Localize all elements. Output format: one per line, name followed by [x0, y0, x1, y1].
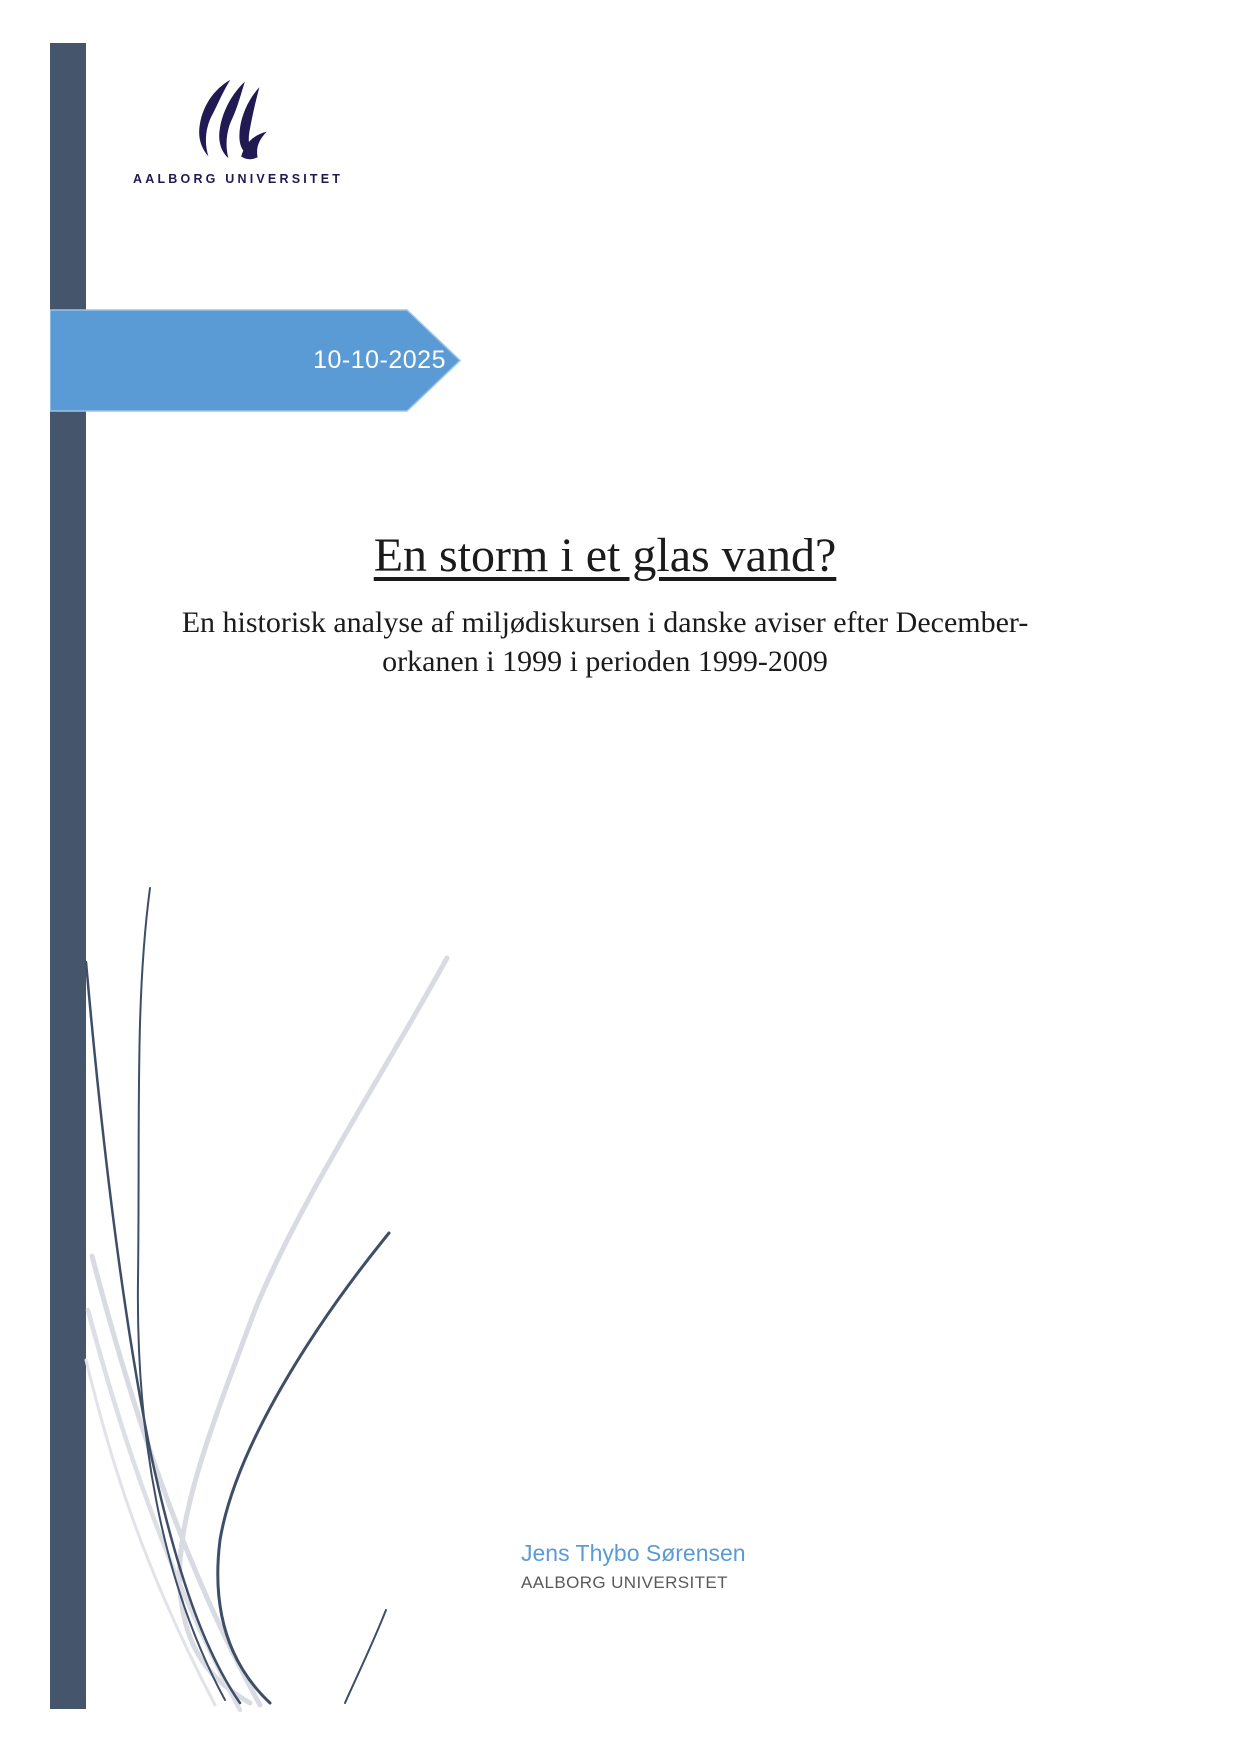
subtitle-line-1: En historisk analyse af miljødiskursen i danske aviser efter December- — [181, 605, 1029, 639]
aau-wordmark: AALBORG UNIVERSITET — [133, 172, 344, 186]
title-block — [50, 527, 1160, 682]
author-block — [521, 1540, 746, 1593]
author-affiliation: AALBORG UNIVERSITET — [521, 1573, 728, 1592]
subtitle-line-2: orkanen i 1999 i perioden 1999-2009 — [382, 645, 828, 679]
aau-logo — [133, 76, 344, 186]
author-name: Jens Thybo Sørensen — [521, 1540, 746, 1566]
aau-swirl-icon — [192, 76, 274, 162]
left-accent-band — [50, 43, 86, 1709]
document-subtitle — [50, 603, 1160, 683]
document-title: En storm i et glas vand? — [373, 529, 837, 582]
date-text: 10-10-2025 — [313, 346, 446, 374]
date-banner — [50, 309, 461, 412]
